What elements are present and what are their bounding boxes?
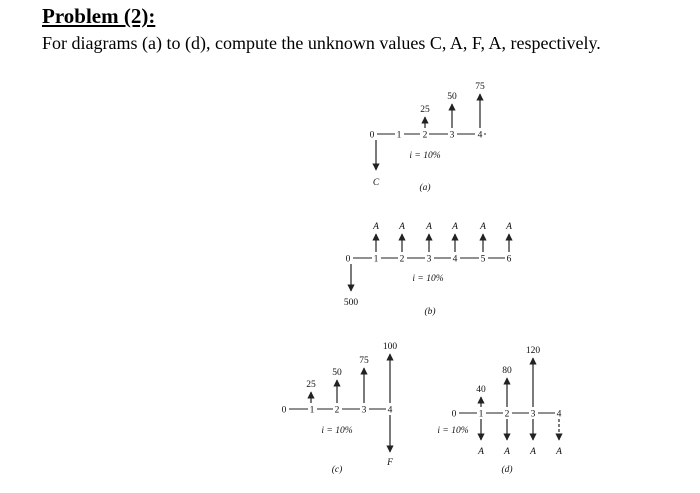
- inflow-label: 120: [525, 346, 541, 356]
- outflow-label: F: [387, 458, 393, 468]
- diagram-caption: (d): [501, 465, 513, 475]
- inflow-label: 25: [420, 105, 430, 115]
- annuity-label: A: [373, 222, 379, 232]
- period-label: 1: [396, 130, 402, 141]
- period-label: 0: [369, 130, 375, 141]
- inflow-label: 75: [359, 356, 369, 366]
- period-label: 4: [477, 130, 483, 141]
- annuity-label: A: [399, 222, 405, 232]
- problem-statement: For diagrams (a) to (d), compute the unknown values C, A, F, A, respectively.: [42, 33, 601, 53]
- outflow-label: 500: [343, 298, 359, 308]
- interest-rate: i = 10%: [409, 151, 441, 161]
- period-label: 2: [422, 130, 428, 141]
- period-label: 0: [281, 405, 287, 416]
- inflow-label: 50: [447, 92, 457, 102]
- period-label: 4: [452, 254, 458, 265]
- annuity-label: A: [480, 222, 486, 232]
- annuity-label: A: [506, 222, 512, 232]
- withdrawal-label: A: [530, 447, 536, 457]
- period-label: 2: [399, 254, 405, 265]
- diagram-b: [344, 222, 514, 317]
- diagram-a: [368, 82, 486, 193]
- annuity-label: A: [452, 222, 458, 232]
- inflow-label: 100: [382, 342, 398, 352]
- inflow-label: 50: [332, 368, 342, 378]
- inflow-label: 40: [476, 385, 486, 395]
- period-label: 5: [480, 254, 486, 265]
- diagram-c: [280, 342, 397, 475]
- period-label: 1: [373, 254, 379, 265]
- withdrawal-label: A: [504, 447, 510, 457]
- period-label: 1: [478, 409, 484, 420]
- period-label: 3: [361, 405, 367, 416]
- period-label: 0: [345, 254, 351, 265]
- period-label: 0: [451, 409, 457, 420]
- interest-rate: i = 10%: [437, 426, 469, 436]
- period-label: 1: [309, 405, 315, 416]
- period-label: 3: [530, 409, 536, 420]
- period-label: 6: [506, 254, 512, 265]
- inflow-label: 75: [475, 82, 485, 92]
- withdrawal-label: A: [556, 447, 562, 457]
- period-label: 2: [334, 405, 340, 416]
- withdrawal-label: A: [478, 447, 484, 457]
- diagram-caption: (c): [331, 465, 343, 475]
- diagram-caption: (b): [424, 307, 436, 317]
- inflow-label: 25: [306, 380, 316, 390]
- diagram-caption: (a): [419, 183, 431, 193]
- annuity-label: A: [426, 222, 432, 232]
- outflow-label: C: [372, 178, 380, 188]
- period-label: 3: [449, 130, 455, 141]
- interest-rate: i = 10%: [412, 274, 444, 284]
- period-label: 4: [387, 405, 393, 416]
- period-label: 4: [556, 409, 562, 420]
- interest-rate: i = 10%: [321, 426, 353, 436]
- problem-title: Problem (2):: [42, 4, 156, 28]
- inflow-label: 80: [502, 366, 512, 376]
- diagram-d: [437, 346, 564, 475]
- period-label: 2: [504, 409, 510, 420]
- period-label: 3: [426, 254, 432, 265]
